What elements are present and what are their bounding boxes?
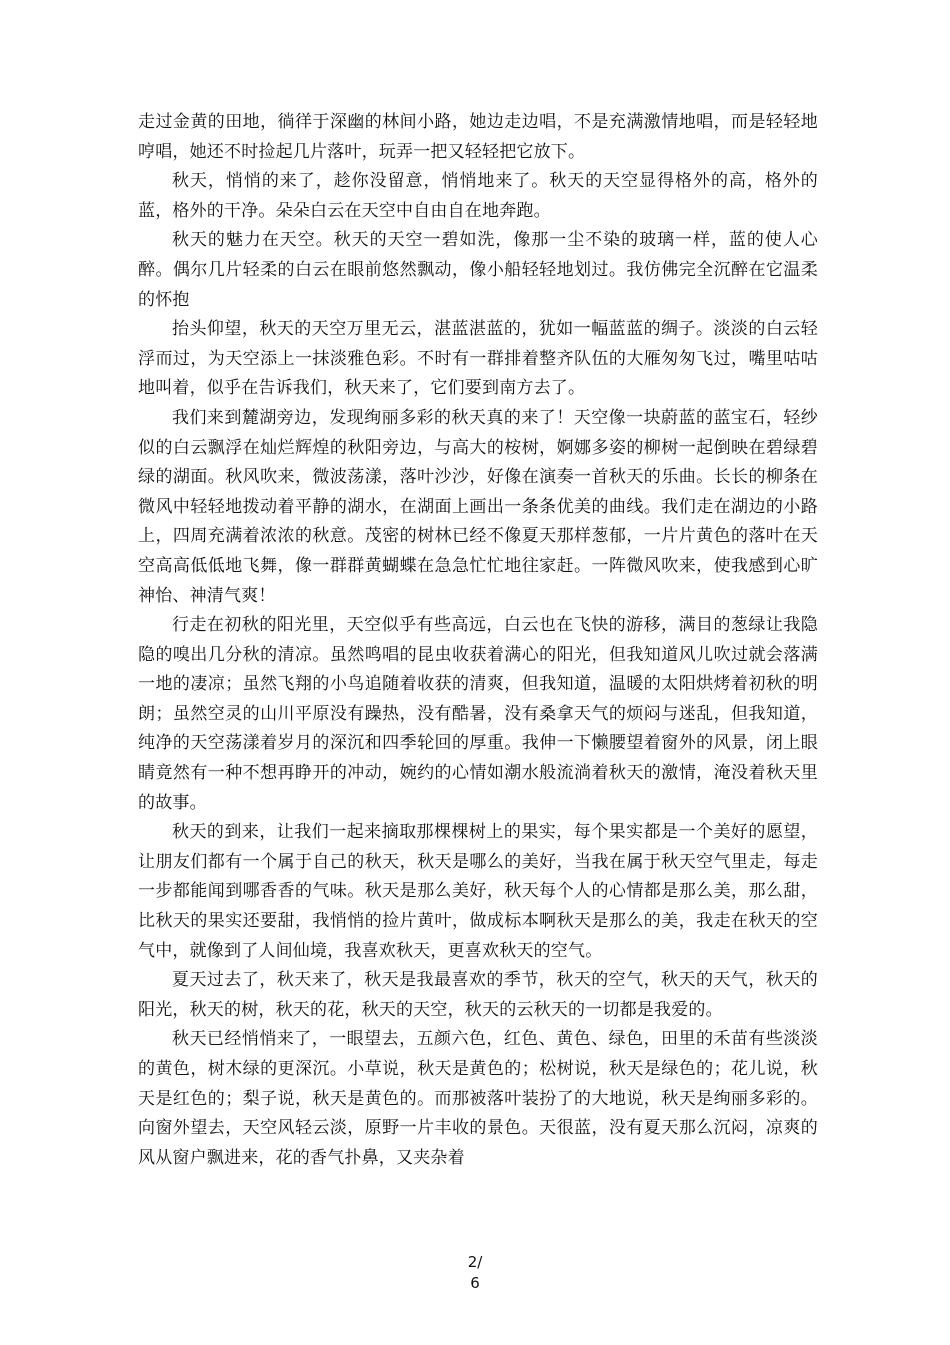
page-number-current: 2/ bbox=[467, 1253, 483, 1271]
paragraph-3: 秋天的魅力在天空。秋天的天空一碧如洗，像那一尘不染的玻璃一样，蓝的使人心醉。偶尔几片轻柔的白云在眼前悠然飘动，像小船轻轻地划过。我仿佛完全沉醉在它温柔的怀抱 bbox=[138, 230, 818, 310]
paragraph-4: 抬头仰望，秋天的天空万里无云，湛蓝湛蓝的，犹如一幅蓝蓝的绸子。淡淡的白云轻浮而过，为天空添上一抹淡雅色彩。不时有一群排着整齐队伍的大雁匆匆飞过，嘴里咕咕地叫着，似乎在告诉我们，秋天来了，它们要到南方去了。 bbox=[138, 319, 818, 399]
page-number bbox=[0, 1252, 950, 1294]
paragraph-1: 走过金黄的田地，徜徉于深幽的林间小路，她边走边唱，不是充满激情地唱，而是轻轻地哼唱，她还不时捡起几片落叶，玩弄一把又轻轻把它放下。 bbox=[138, 112, 818, 162]
paragraph-7: 秋天的到来，让我们一起来摘取那棵棵树上的果实，每个果实都是一个美好的愿望，让朋友们都有一个属于自己的秋天，秋天是哪么的美好，当我在属于秋天空气里走，每走一步都能闻到哪香香的气味。秋天是那么美好，秋天每个人的心情都是那么美，那么甜，比秋天的果实还要甜，我悄悄的捡片黄叶，做成标本啊秋天是那么的美，我走在秋天的空气中，就像到了人间仙境，我喜欢秋天，更喜欢秋天的空气。 bbox=[138, 822, 818, 961]
paragraph-8: 夏天过去了，秋天来了，秋天是我最喜欢的季节，秋天的空气，秋天的天气，秋天的阳光，秋天的树，秋天的花，秋天的天空，秋天的云秋天的一切都是我爱的。 bbox=[138, 970, 818, 1020]
page-number-total: 6 bbox=[470, 1274, 480, 1292]
paragraph-6: 行走在初秋的阳光里，天空似乎有些高远，白云也在飞快的游移，满目的葱绿让我隐隐的嗅出几分秋的清凉。虽然鸣唱的昆虫收获着满心的阳光，但我知道风儿吹过就会落满一地的凄凉；虽然飞翔的小鸟追随着收获的清爽，但我知道，温暖的太阳烘烤着初秋的明朗；虽然空灵的山川平原没有躁热，没有酷暑，没有桑拿天气的烦闷与迷乱，但我知道，纯净的天空荡漾着岁月的深沉和四季轮回的厚重。我伸一下懒腰望着窗外的风景，闭上眼睛竟然有一种不想再睁开的冲动，婉约的心情如潮水般流淌着秋天的激情，淹没着秋天里的故事。 bbox=[138, 615, 818, 813]
article-body bbox=[138, 108, 818, 1173]
paragraph-2: 秋天，悄悄的来了，趁你没留意，悄悄地来了。秋天的天空显得格外的高，格外的蓝，格外的干净。朵朵白云在天空中自由自在地奔跑。 bbox=[138, 171, 818, 221]
paragraph-5: 我们来到麓湖旁边，发现绚丽多彩的秋天真的来了！天空像一块蔚蓝的蓝宝石，轻纱似的白云飘浮在灿烂辉煌的秋阳旁边，与高大的桉树，婀娜多姿的柳树一起倒映在碧绿碧绿的湖面。秋风吹来，微波荡漾，落叶沙沙，好像在演奏一首秋天的乐曲。长长的柳条在微风中轻轻地拨动着平静的湖水，在湖面上画出一条条优美的曲线。我们走在湖边的小路上，四周充满着浓浓的秋意。茂密的树林已经不像夏天那样葱郁，一片片黄色的落叶在天空高高低低地飞舞，像一群群黄蝴蝶在急急忙忙地往家赶。一阵微风吹来，使我感到心旷神怡、神清气爽！ bbox=[138, 407, 818, 606]
paragraph-9: 秋天已经悄悄来了，一眼望去，五颜六色，红色、黄色、绿色，田里的禾苗有些淡淡的黄色，树木绿的更深沉。小草说，秋天是黄色的；松树说，秋天是绿色的；花儿说，秋天是红色的；梨子说，秋天是黄色的。而那被落叶装扮了的大地说，秋天是绚丽多彩的。向窗外望去，天空风轻云淡，原野一片丰收的景色。天很蓝，没有夏天那么沉闷，凉爽的风从窗户飘进来，花的香气扑鼻，又夹杂着 bbox=[138, 1029, 818, 1168]
